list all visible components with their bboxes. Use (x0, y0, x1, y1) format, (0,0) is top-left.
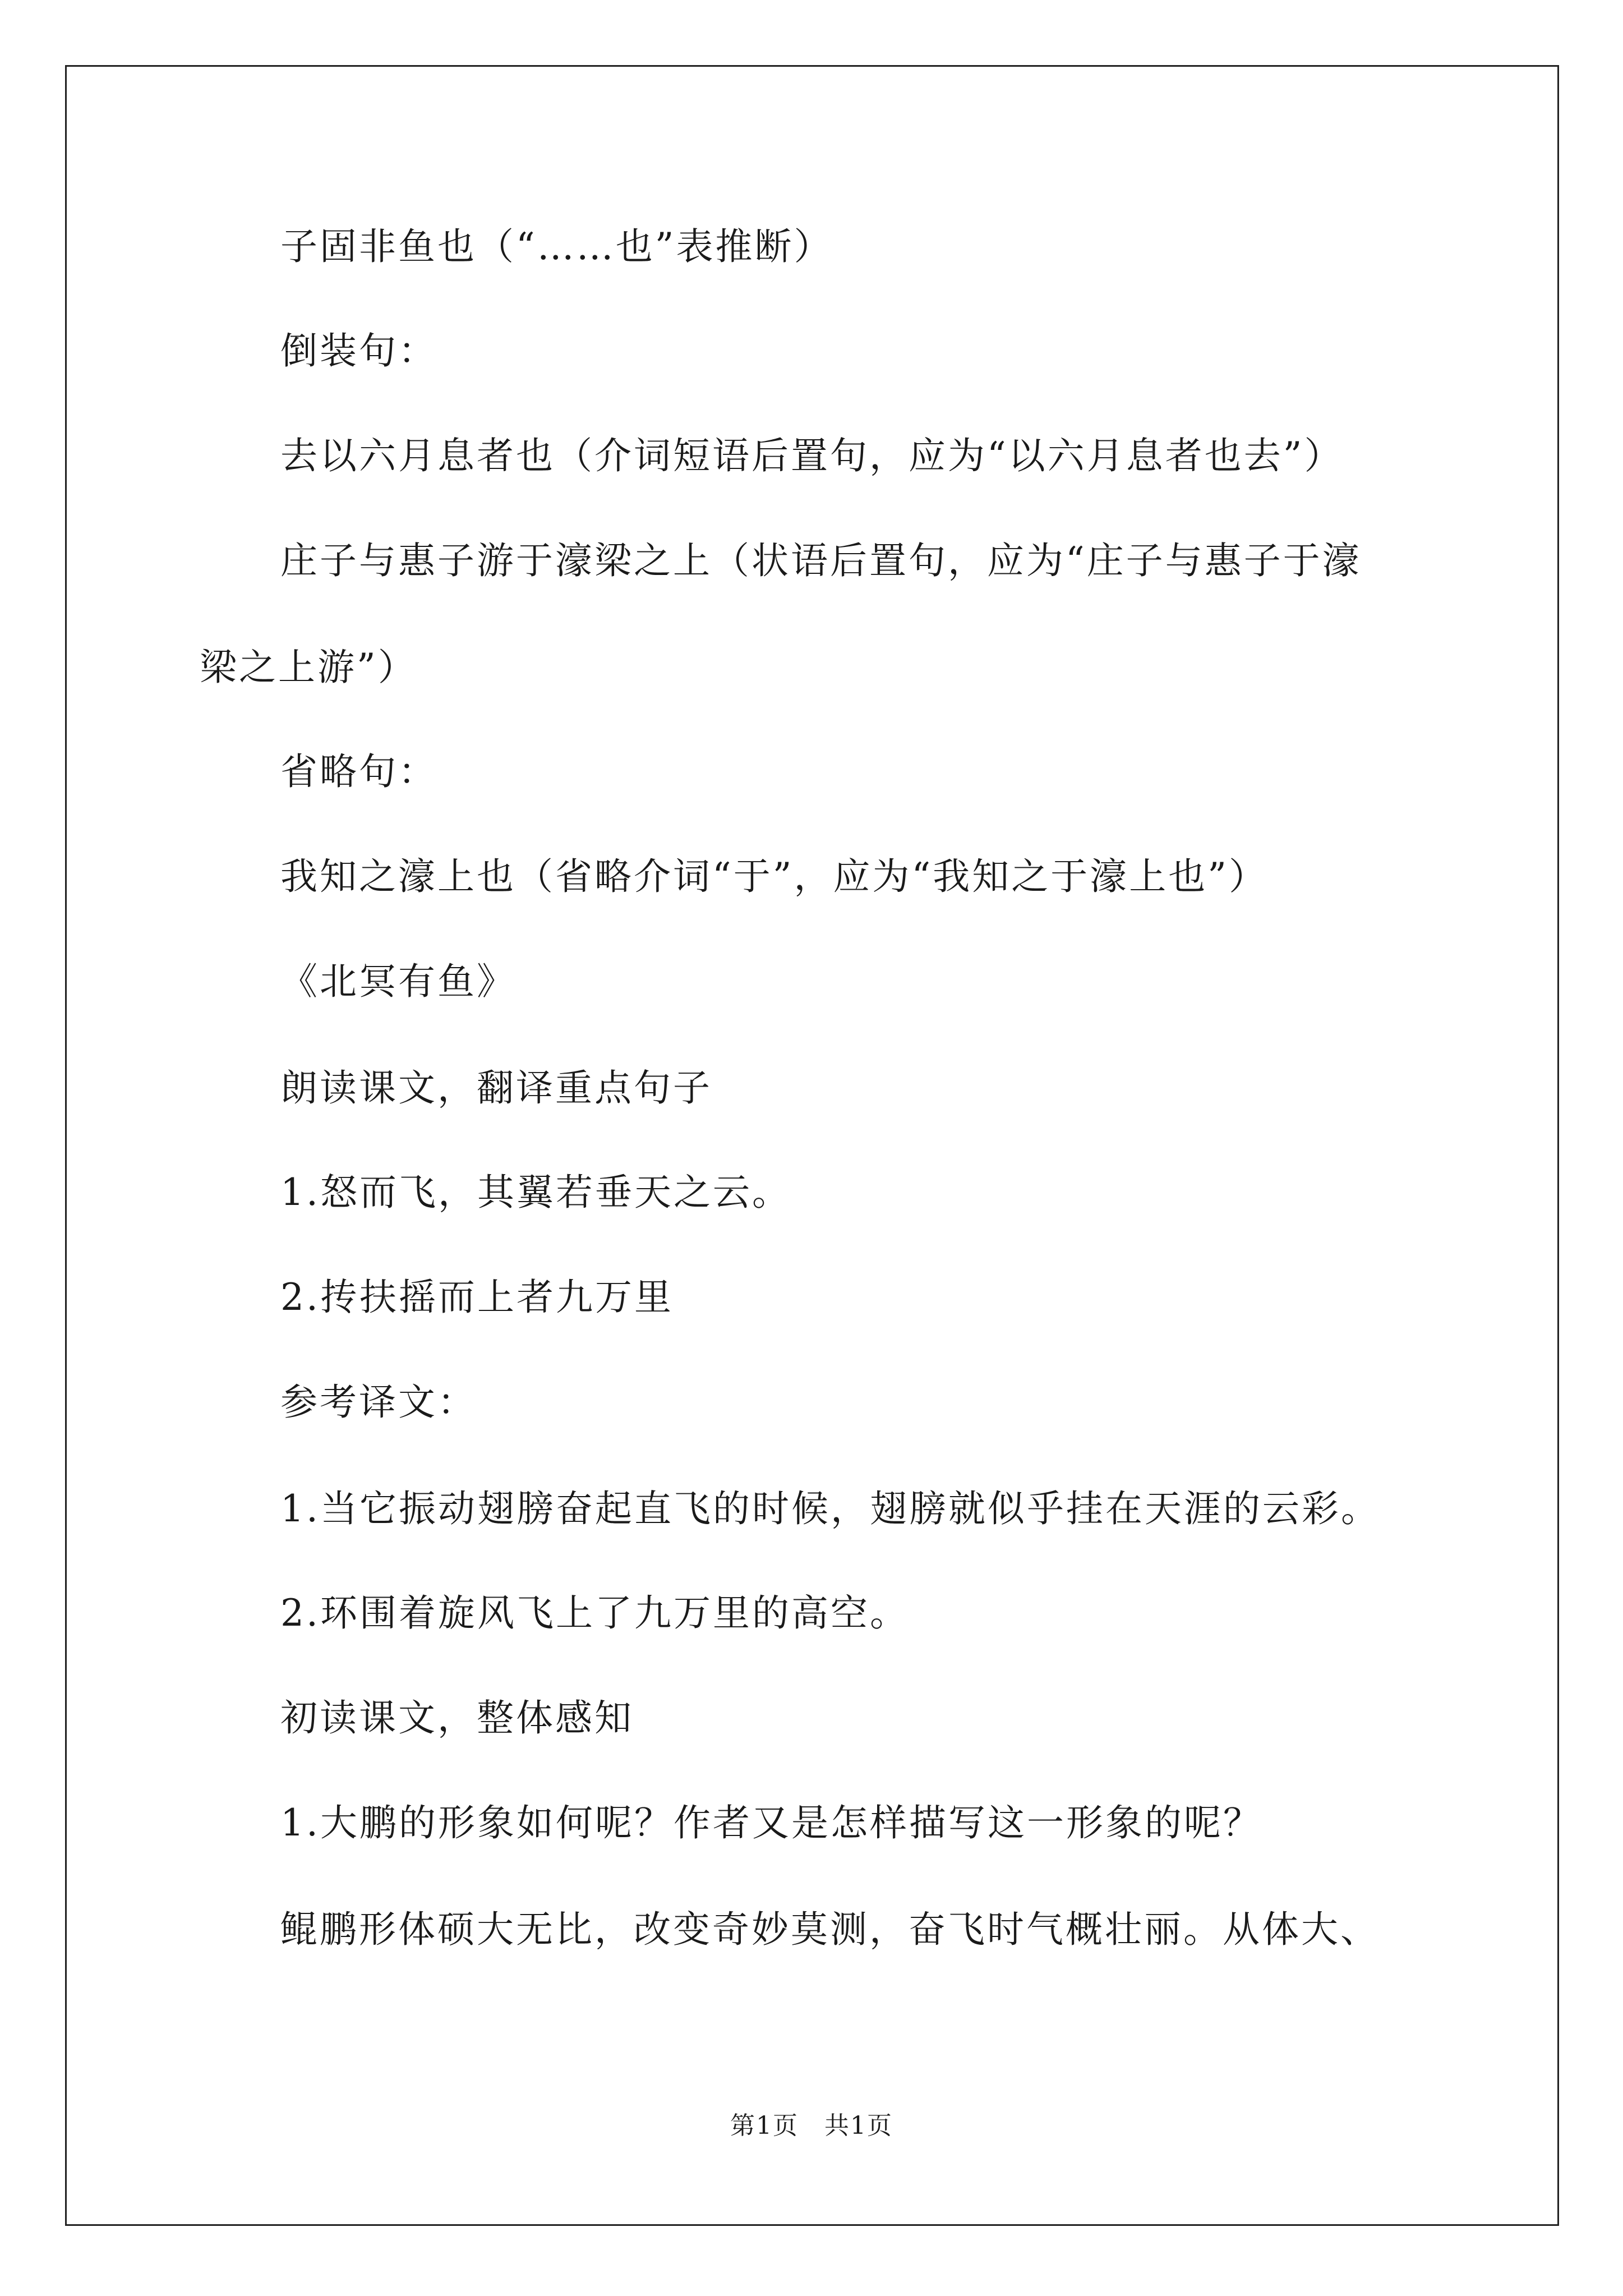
text-line: 初读课文，整体感知 (280, 1696, 634, 1740)
text-line: 鲲鹏形体硕大无比，改变奇妙莫测，奋飞时气概壮丽。从体大、 (280, 1908, 1380, 1951)
text-line: 省略句： (280, 750, 437, 793)
text-line: 去以六月息者也（介词短语后置句，应为“以六月息者也去”） (280, 434, 1344, 477)
text-line: 倒装句： (280, 329, 437, 372)
text-line: 2.环围着旋风飞上了九万里的高空。 (280, 1591, 909, 1635)
page-footer: 第1页 共1页 (730, 2111, 893, 2140)
text-line: 《北冥有鱼》 (280, 960, 516, 1003)
text-line: 梁之上游”） (200, 646, 417, 689)
text-line: 1.大鹏的形象如何呢？作者又是怎样描写这一形象的呢？ (280, 1801, 1262, 1844)
text-line: 庄子与惠子游于濠梁之上（状语后置句，应为“庄子与惠子于濠 (280, 539, 1362, 582)
text-line: 朗读课文，翻译重点句子 (280, 1066, 712, 1110)
text-line: 2.抟扶摇而上者九万里 (280, 1276, 674, 1319)
text-line: 参考译文： (280, 1381, 477, 1424)
text-line: 1.怒而飞，其翼若垂天之云。 (280, 1171, 791, 1214)
text-line: 我知之濠上也（省略介词“于”，应为“我知之于濠上也”） (280, 855, 1268, 898)
text-line: 1.当它振动翅膀奋起直飞的时候，翅膀就似乎挂在天涯的云彩。 (280, 1487, 1380, 1530)
text-line: 子固非鱼也（“……也”表推断） (280, 225, 833, 268)
